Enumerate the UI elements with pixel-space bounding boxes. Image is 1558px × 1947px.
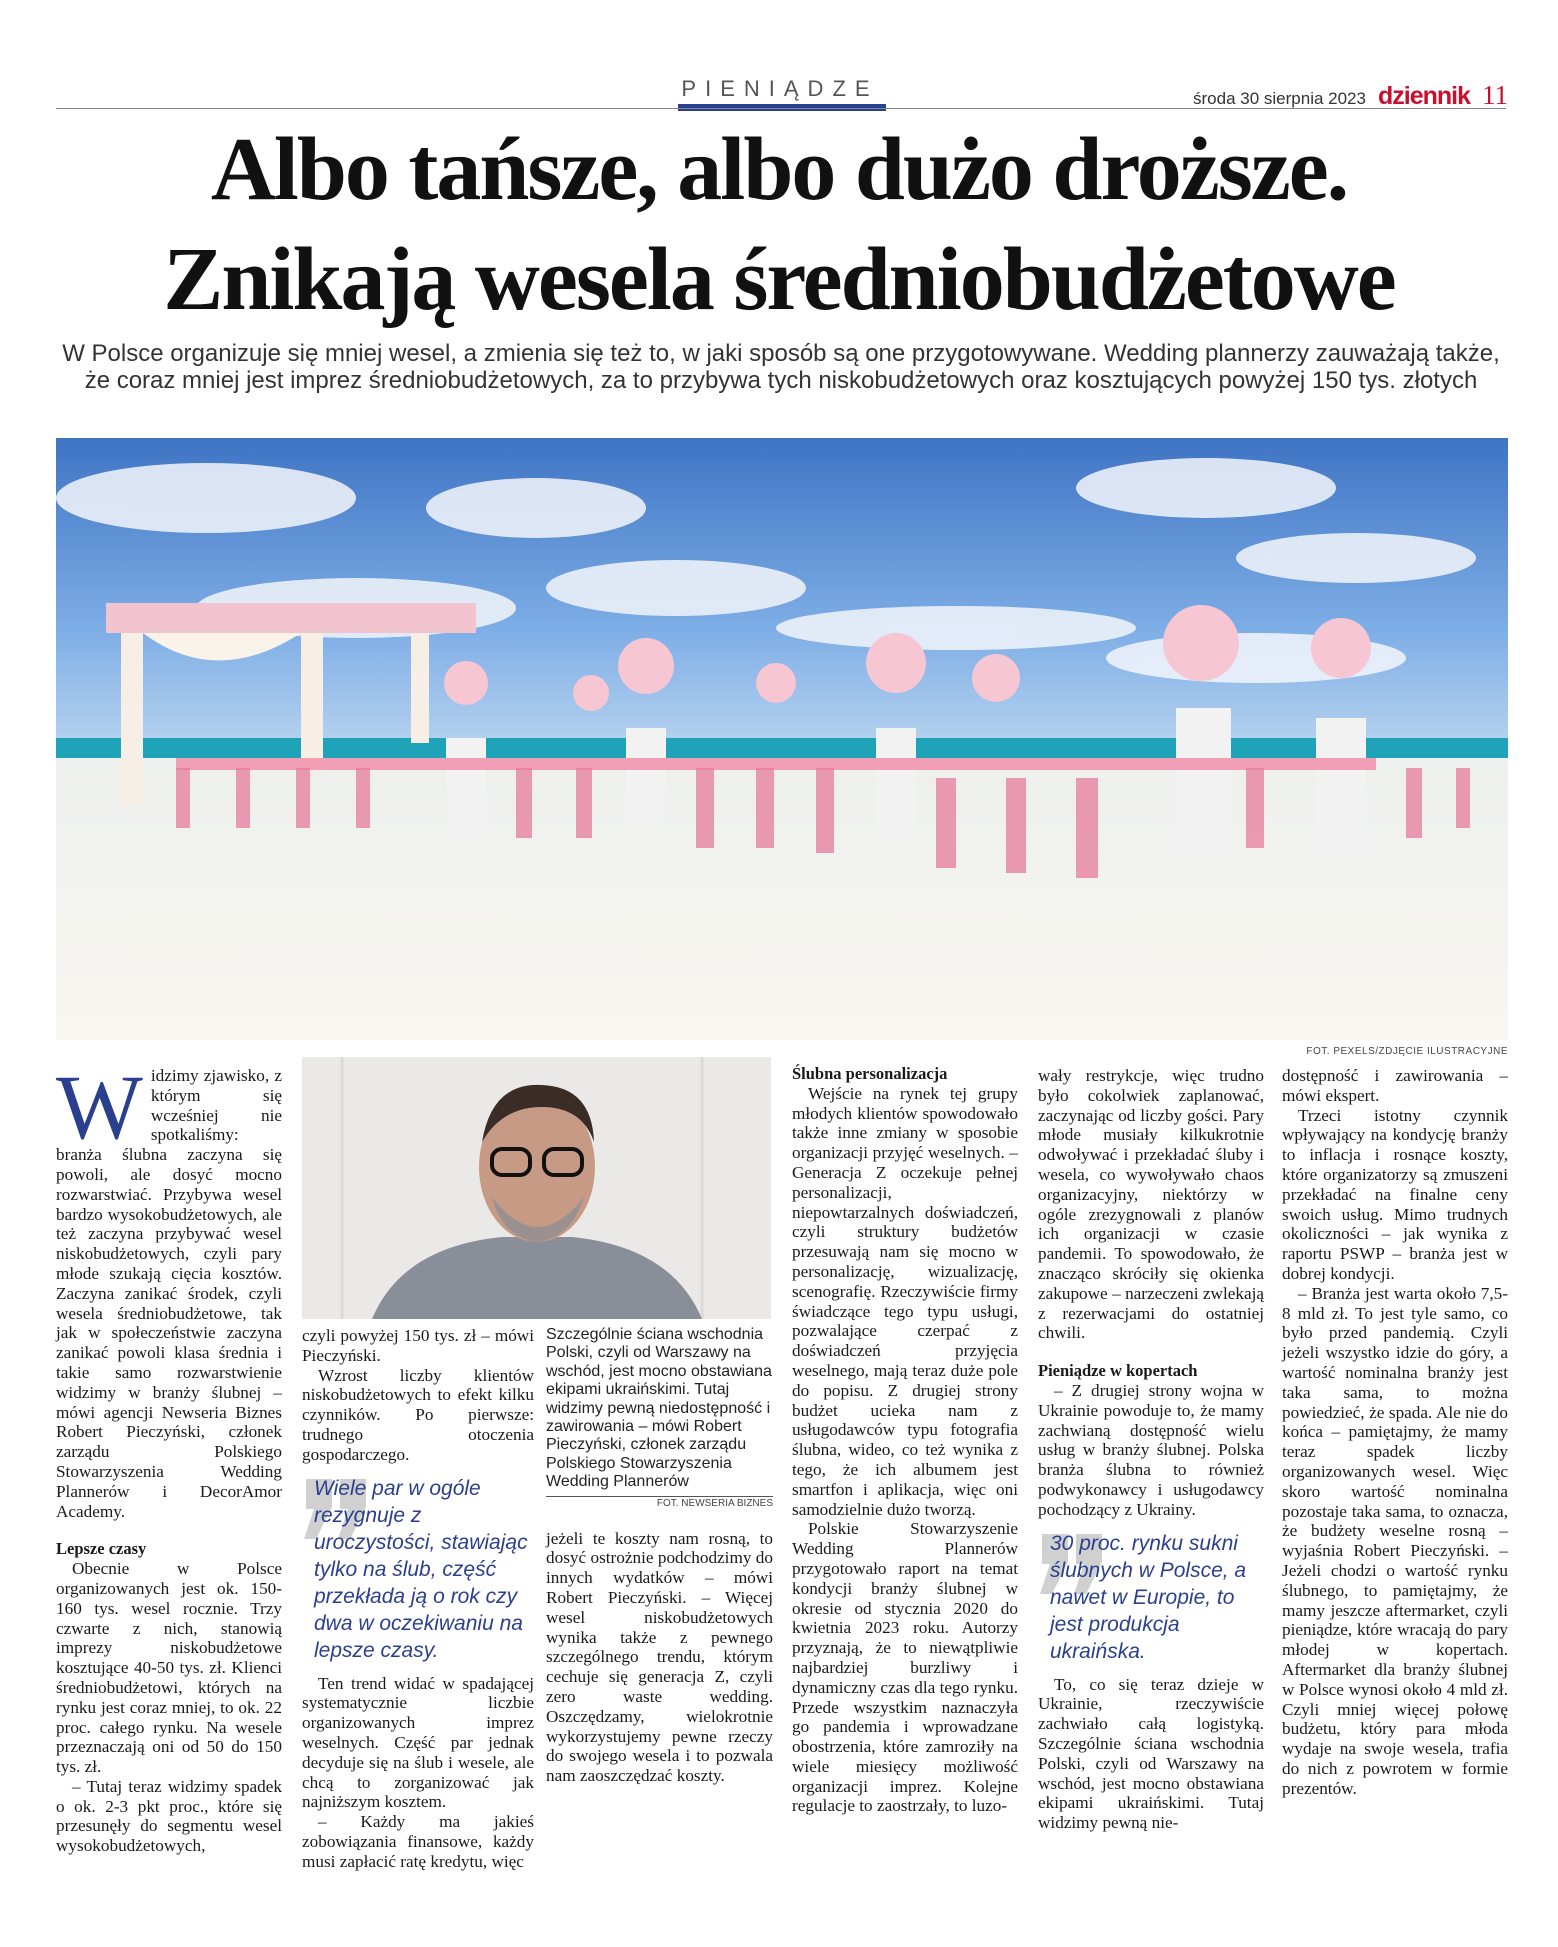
paragraph: – Tutaj teraz widzimy spadek o ok. 2-3 pkt proc., które się przesunęły do segmentu wesel wysokobudżetowych,	[56, 1776, 282, 1856]
article-column-5	[1038, 1066, 1264, 1833]
paragraph: – Z drugiej strony wojna w Ukrainie powoduje to, że mamy zachwianą dostępność wielu usług w branży ślubnej. Polska branża ślubna to również podwykonawcy i usługodawcy pochodzący z Ukrainy.	[1038, 1380, 1264, 1519]
issue-date: środa 30 sierpnia 2023	[1193, 89, 1366, 108]
paragraph: Wzrost liczby klientów niskobudżetowych to efekt kilku czynników. Po pierwsze: trudnego otoczenia gospodarczego.	[302, 1365, 534, 1464]
pull-quote-text: 30 proc. rynku sukni ślubnych w Polsce, a nawet w Europie, to jest produkcja ukraińska.	[1050, 1531, 1247, 1663]
subheading: Pieniądze w kopertach	[1038, 1361, 1198, 1381]
paragraph: – Każdy ma jakieś zobowiązania finansowe, każdy musi zapłacić ratę kredytu, więc	[302, 1812, 534, 1871]
portrait-caption: Szczególnie ściana wschodnia Polski, czyli od Warszawy na wschód, jest mocno obstawiana ekipami ukraińskimi. Tutaj widzimy pewną niedostępność i zawirowania – mówi Robert Pieczyński, członek zarządu Polskiego Stowarzyszenia Wedding Plannerów	[546, 1326, 772, 1491]
pull-quote-text: Wiele par w ogóle rezygnuje z uroczystości, stawiając tylko na ślub, część przekłada ją o rok czy dwa w oczekiwaniu na lepsze czasy.	[314, 1476, 528, 1662]
subheading: Lepsze czasy	[56, 1539, 147, 1559]
article-column-3	[546, 1326, 773, 1786]
article-column-6	[1282, 1066, 1508, 1798]
pull-quote	[302, 1475, 534, 1664]
subheading: Ślubna personalizacja	[792, 1064, 948, 1083]
article-column-4	[792, 1064, 1018, 1816]
page-number: 11	[1482, 80, 1508, 110]
paragraph: wały restrykcje, więc trudno było cokolwiek zaplanować, zaczynając od liczby gości. Pary młode musiały kilkukrotnie odwoływać i przekładać śluby i wesela, co wywoływało chaos organizacyjny, niektórzy w ogóle zrezygnowali z planów ich organizacji w czasie pandemii. To spowodowało, że znacząco skróciły się okienka zakupowe – narzeczeni zwlekają z rezerwacjami do ostatniej chwili.	[1038, 1066, 1264, 1343]
paragraph: To, co się teraz dzieje w Ukrainie, rzeczywiście zachwiało całą logistyką. Szczególnie ściana wschodnia Polski, czyli od Warszawy na wschód, jest mocno obstawiana ekipami ukraińskimi. Tutaj widzimy pewną nie-	[1038, 1674, 1264, 1833]
headline-line-1: Albo tańsze, albo dużo droższe.	[210, 120, 1348, 219]
article-column-2	[302, 1326, 534, 1872]
section-label: PIENIĄDZE	[681, 76, 879, 101]
masthead	[1193, 80, 1508, 111]
paragraph: Ten trend widać w spadającej systematycznie liczbie organizowanych imprez weselnych. Część par jednak decyduje się na ślub i wesele, ale chcą to zorganizować jak najniższym kosztem.	[302, 1673, 534, 1812]
paragraph: dostępność i zawirowania – mówi ekspert.	[1282, 1066, 1508, 1105]
newspaper-logo: dziennik	[1377, 82, 1470, 110]
wedding-beach-photo	[56, 438, 1508, 1040]
headline-line-2: Znikają wesela średniobudżetowe	[163, 230, 1395, 329]
paragraph: jeżeli te koszty nam rosną, to dosyć ostrożnie podchodzimy do innych wydatków – mówi Robert Pieczyński. – Więcej wesel niskobudżetowych wynika także z pewnego szczególnego trendu, którym cechuje się generacja Z, czyli zero waste wedding. Oszczędzamy, wielokrotnie wykorzystujemy pewne rzeczy do swojego wesela i to pozwala nam zaoszczędzać koszty.	[546, 1528, 773, 1786]
portrait-credit: FOT. NEWSERIA BIZNES	[656, 1497, 773, 1509]
paragraph: idzimy zjawisko, z którym się wcześniej nie spotkaliśmy: branża ślubna zaczyna się powoli, ale dosyć mocno rozwarstwiać. Przybywa wesel bardzo wysokobudżetowych, ale też zaczyna przybywać wesel niskobudżetowych, czyli pary młode szukają cięcia kosztów. Zaczyna zanikać środek, czyli wesela średniobudżetowe, tak jak w społeczeństwie zaczyna zanikać powoli klasa średnia i takie samo rozwarstwienie widzimy w branży ślubnej – mówi agencji Newseria Biznes Robert Pieczyński, członek zarządu Polskiego Stowarzyszenia Wedding Plannerów i DecorAmor Academy.	[56, 1066, 282, 1521]
pull-quote	[1038, 1530, 1264, 1665]
paragraph: Polskie Stowarzyszenie Wedding Plannerów przygotowało raport na temat kondycji branży ślubnej w okresie od stycznia 2020 do kwietnia 2023 roku. Autorzy przyznają, że to niewątpliwie najbardziej burzliwy i dynamiczny czas dla tego rynku. Przede wszystkim naznaczyła go pandemia i wprowadzane obostrzenia, które zamroziły na wiele miesięcy możliwość organizacji imprez. Kolejne regulacje to zaostrzały, to luzo-	[792, 1519, 1018, 1816]
paragraph: czyli powyżej 150 tys. zł – mówi Pieczyński.	[302, 1326, 534, 1365]
paragraph: Trzeci istotny czynnik wpływający na kondycję branży to inflacja i rosnące koszty, które organizatorzy są zmuszeni przekładać na finalne ceny swoich usług. Mimo trudnych okoliczności – jak wynika z raportu PSWP – branża jest w dobrej kondycji.	[1282, 1105, 1508, 1283]
photo-credit: FOT. PEXELS/ZDJĘCIE ILUSTRACYJNE	[1306, 1046, 1508, 1057]
paragraph: Wejście na rynek tej grupy młodych klientów spowodowało także inne zmiany w sposobie organizacji przyjęć weselnych. – Generacja Z oczekuje pełnej personalizacji, niepowtarzalnych doświadczeń, czyli struktury budżetów przesuwają nam się mocno w personalizację, wizualizację, scenografię. Rzeczywiście firmy świadczące tego typu usługi, pozwalające czerpać z doświadczeń przyjęcia weselnego, mają teraz duże pole do popisu. Z drugiej strony budżet ucieka nam z usługodawców typu fotografia ślubna, wideo, co też wynika z tego, że ich albumem jest smartfon i aplikacja, więc oni samodzielnie dużo tworzą.	[792, 1083, 1018, 1519]
lead-paragraph: W Polsce organizuje się mniej wesel, a zmienia się też to, w jaki sposób są one przygotowywane. Wedding plannerzy zauważają także, że coraz mniej jest imprez średniobudżetowych, za to przybywa tych niskobudżetowych oraz kosztujących powyżej 150 tys. złotych	[62, 340, 1500, 394]
portrait-photo	[302, 1057, 771, 1319]
paragraph: Obecnie w Polsce organizowanych jest ok. 150-160 tys. wesel rocznie. Trzy czwarte z nich, stanowią imprezy niskobudżetowe kosztujące 40-50 tys. zł. Klienci średniobudżetowi, których na rynku jest coraz mniej, to ok. 22 proc. całego rynku. Na wesele przeznaczają oni od 50 do 150 tys. zł.	[56, 1559, 282, 1777]
paragraph: – Branża jest warta około 7,5-8 mld zł. To jest tyle samo, co było przed pandemią. Czyli jeżeli wszystko idzie do góry, a wartość nominalna branży jest taka sama, to można powiedzieć, że spada. Ale nie do końca – pamiętajmy, że mamy teraz spadek liczby organizowanych wesel. Więc skoro wartość nominalna pozostaje taka sama, to oznacza, że budżety weselne rosną – wyjaśnia Robert Pieczyński. – Jeżeli chodzi o wartość rynku ślubnego, to pamiętajmy, że mamy jeszcze aftermarket, czyli pieniądze, które wracają do pary młodej w kopertach. Aftermarket dla branży ślubnej w Polsce wynosi około 4 mld zł. Czyli mniej więcej połowę budżetu, który para młoda wydaje na swoje wesela, trafia do nich z powrotem w formie prezentów.	[1282, 1283, 1508, 1798]
article-column-1	[56, 1056, 282, 1856]
drop-cap: W	[56, 1056, 143, 1158]
